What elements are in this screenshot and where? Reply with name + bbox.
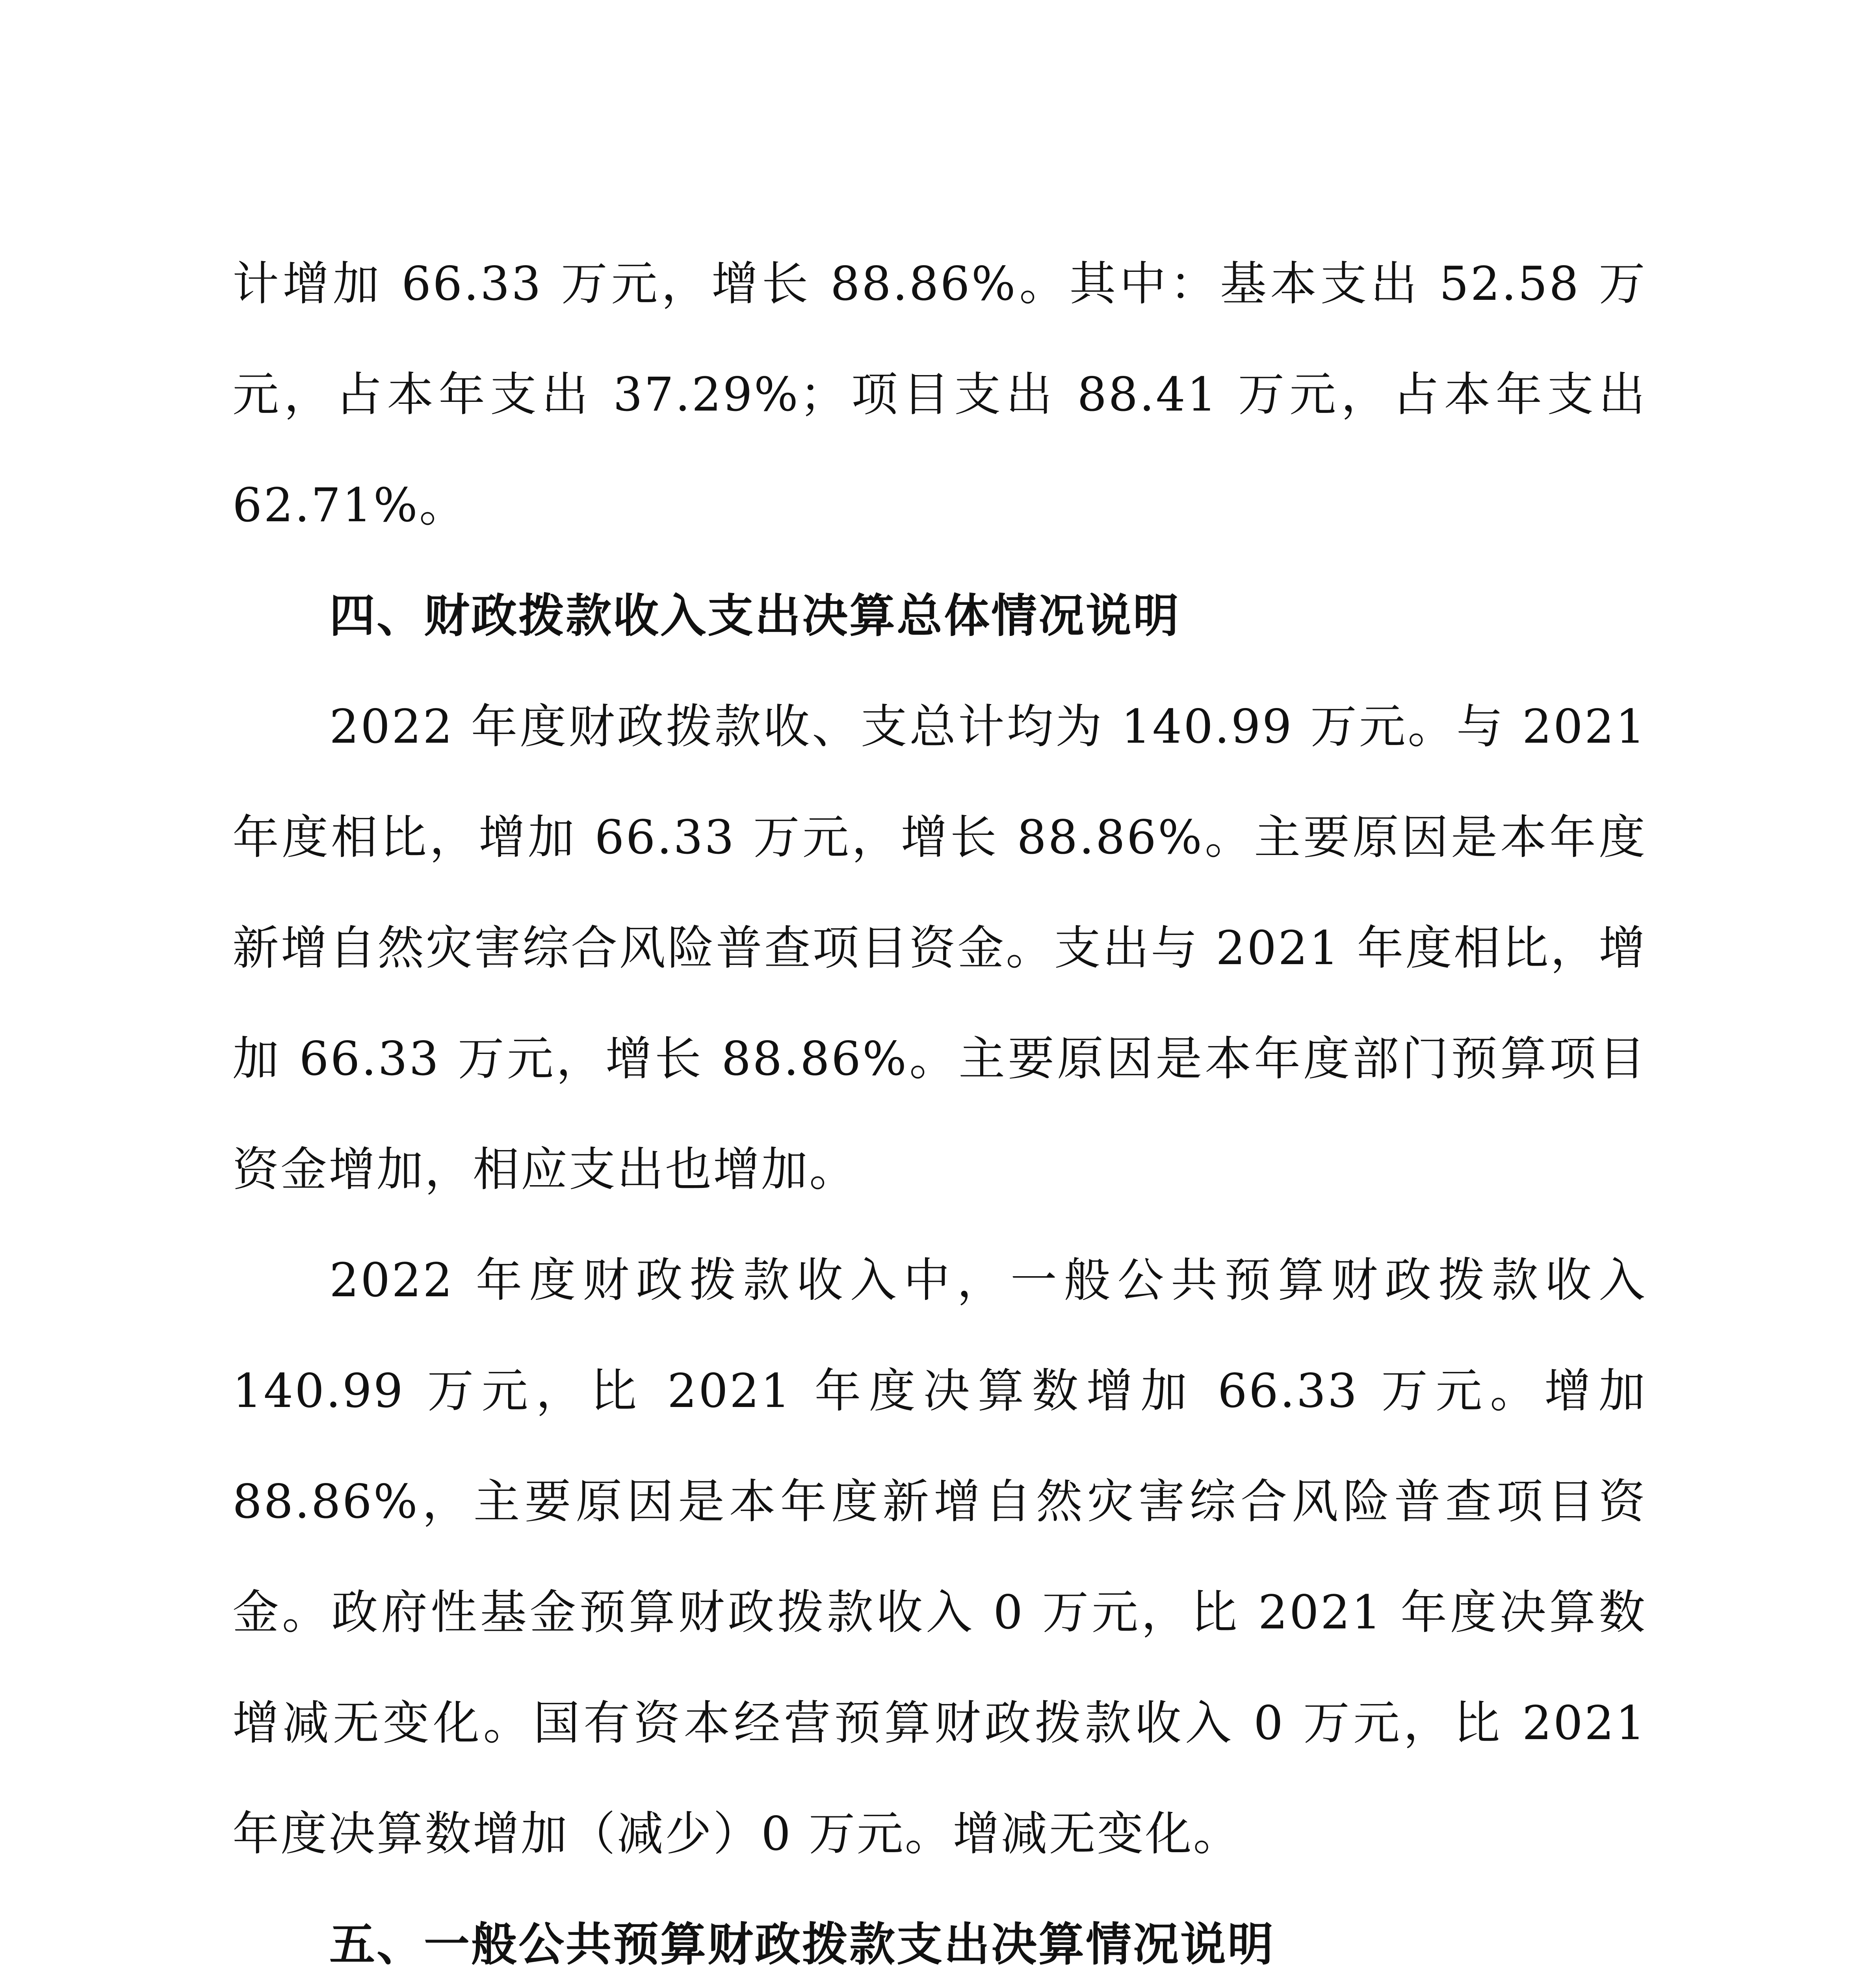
section-heading-5: 五、一般公共预算财政拨款支出决算情况说明 [329, 1918, 1275, 1970]
section-heading-4: 四、财政拨款收入支出决算总体情况说明 [329, 589, 1180, 643]
paragraph-continuation: 计增加 66.33 万元，增长 88.86%。其中：基本支出 52.58 万元，占本年支出 37.29%；项目支出 88.41 万元，占本年支出 62.71%。 [232, 256, 1647, 532]
paragraph-income-breakdown: 2022 年度财政拨款收入中，一般公共预算财政拨款收入 140.99 万元，比 2021 年度决算数增加 66.33 万元。增加 88.86%，主要原因是本年度新增自然灾害综合风险普查项目资金。政府性基金预算财政拨款收入 0 万元，比 2021 年度决算数增减无变化。国有资本经营预算财政拨款收入 0 万元，比 2021 年度决算数增加（减少）0 万元。增减无变化。 [232, 1253, 1647, 1861]
paragraph-total-overview: 2022 年度财政拨款收、支总计均为 140.99 万元。与 2021 年度相比，增加 66.33 万元，增长 88.86%。主要原因是本年度新增自然灾害综合风险普查项目资金。支出与 2021 年度相比，增加 66.33 万元，增长 88.86%。主要原因是本年度部门预算项目资金增加，相应支出也增加。 [232, 699, 1647, 1197]
document-body [232, 229, 1647, 1970]
